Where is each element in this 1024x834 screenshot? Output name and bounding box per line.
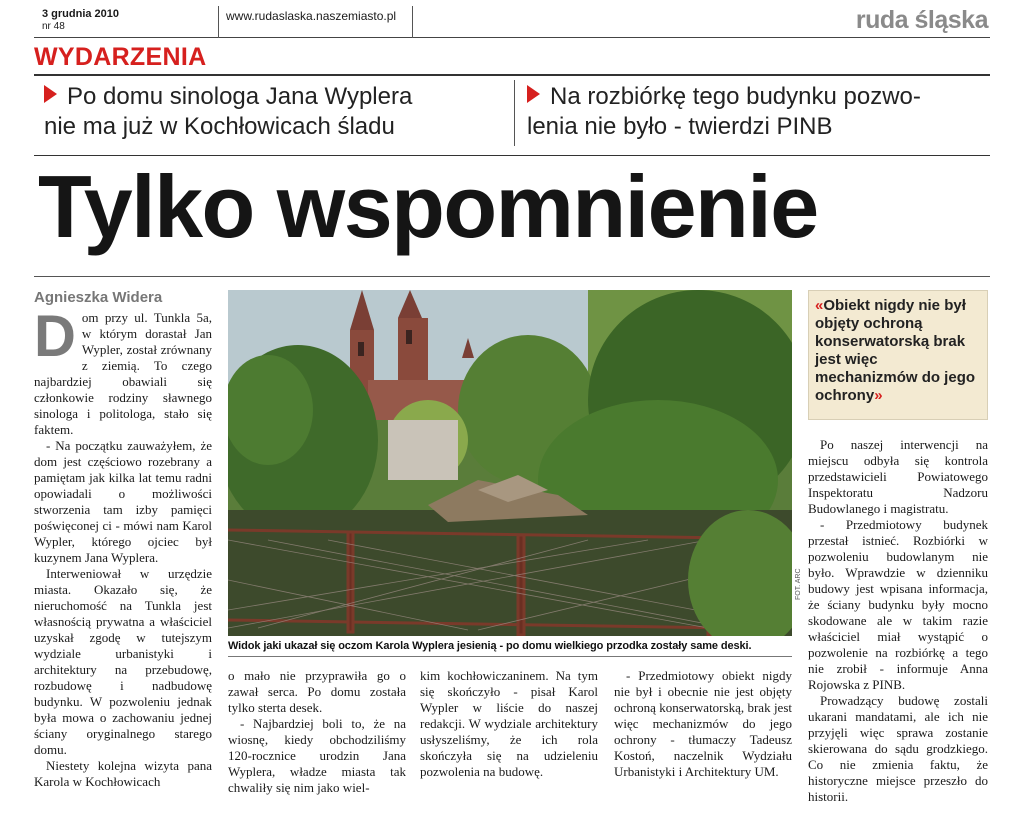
teaser-line: Na rozbiórkę tego budynku pozwo-	[550, 83, 921, 110]
paragraph: Po naszej interwencji na miejscu odbyła się kontrola przedstawicieli Powiatowego Inspektoratu Nadzoru Budowlanego i magistratu.	[808, 437, 988, 516]
article-photo	[228, 290, 792, 636]
teaser-line: nie ma już w Kochłowicach śladu	[44, 113, 395, 140]
issue-number: nr 48	[42, 21, 65, 32]
arrow-icon	[44, 85, 57, 103]
divider	[34, 276, 990, 277]
paragraph: - Najbardziej boli to, że na wiosnę, kiedy obchodziliśmy 120-rocznice urodzin Jana Wyplera, władze miasta tak chwaliły się nim jako wiel-	[228, 716, 406, 795]
arrow-icon	[527, 85, 540, 103]
paragraph: o mało nie przyprawiła go o zawał serca. Po domu została tylko sterta desek.	[228, 668, 406, 715]
section-title: WYDARZENIA	[34, 43, 207, 71]
paragraph: Niestety kolejna wizyta pana Karola w Kochłowicach	[34, 758, 212, 789]
paragraph: Prowadzący budowę zostali ukarani mandatami, ale ich nie przyjęli więc sprawa zostanie skierowana do sądu grodzkiego. Co nie zmienia faktu, że historyczne miejsce przeszło do historii.	[808, 693, 988, 804]
quote-text: Obiekt nigdy nie był objęty ochroną konserwatorską brak jest więc mechanizmów do jego ochrony	[815, 297, 976, 404]
divider	[228, 656, 792, 657]
article-column-4	[614, 668, 792, 780]
headline: Tylko wspomnienie	[38, 157, 818, 256]
photo-caption: Widok jaki ukazał się oczom Karola Wyplera jesienią - po domu wielkiego przodka zostały same deski.	[228, 640, 752, 652]
pull-quote	[808, 290, 988, 420]
garden-church-illustration	[228, 290, 792, 636]
quote-close-mark: »	[874, 387, 883, 404]
article-column-5	[808, 437, 988, 805]
article-column-2	[228, 668, 406, 796]
paragraph: kim kochłowiczaninem. Na tym się skończyło - pisał Karol Wypler w liście do naszej redakcji. W wydziale architektury usłyszeliśmy, że ich rola skończyła się na udzieleniu pozwolenia na budowę.	[420, 668, 598, 779]
issue-date: 3 grudnia 2010	[42, 8, 120, 20]
paragraph: Interweniował w urzędzie miasta. Okazało się, że nieruchomość na Tunkla jest własnością prywatna a właściciel uzyskał zgodę w tutejszym wydziale urbanistyki i architektury na przebudowę, rozbudowę i nadbudowę budynku. W pozwoleniu jednak była mowa o zachowaniu jednej ściany oryginalnego starego domu.	[34, 566, 212, 757]
article-column-3	[420, 668, 598, 780]
teaser-left	[44, 82, 504, 142]
brand-name: ruda śląska	[855, 6, 988, 34]
divider	[412, 6, 413, 38]
website-url[interactable]: www.rudaslaska.naszemiasto.pl	[226, 9, 397, 23]
teaser-line: lenia nie było - twierdzi PINB	[527, 113, 833, 140]
paragraph: - Przedmiotowy budynek przestał istnieć. Rozbiórki w pozwoleniu budowlanym nie było. Wprawdzie w dzienniku budowy jest wpisana informacja, że ściany budynku były mocno skodowane ale w takim razie właściciel miał wystąpić o pozwolenie na rozbiórkę a tego nie zrobił - informuje Anna Rojowska z PINB.	[808, 517, 988, 692]
photo-credit: FOT. ARC	[795, 568, 802, 600]
drop-cap: D	[34, 304, 76, 369]
paragraph: - Na początku zauważyłem, że dom jest częściowo rozebrany a pamiętam jak kilka lat temu radni opowiadali o możliwości stworzenia tam izby pamięci poświęconej ci - mówi nam Karol Wypler, którego ojciec był kuzynem Jana Wyplera.	[34, 438, 212, 565]
paragraph: - Przedmiotowy obiekt nigdy nie był i obecnie nie jest objęty ochroną konserwatorską, brak jest więc mechanizmów do jego ochrony - tłumaczy Tadeusz Kostoń, naczelnik Wydziału Urbanistyki i Architektury UM.	[614, 668, 792, 779]
article-column-1	[34, 304, 212, 790]
divider	[218, 6, 219, 38]
quote-open-mark: «	[815, 297, 824, 314]
author-byline: Agnieszka Widera	[34, 289, 163, 306]
teaser-right	[527, 82, 997, 142]
masthead-bar	[34, 6, 990, 38]
paragraph: om przy ul. Tunkla 5a, w którym dorastał Jan Wypler, został zrównany z ziemią. To czego najbardziej obawiali się członkowie rodziny sławnego sinologa i politologa, stało się faktem.	[34, 310, 212, 437]
divider	[34, 74, 990, 76]
divider	[514, 80, 515, 146]
teaser-line: Po domu sinologa Jana Wyplera	[67, 83, 413, 110]
